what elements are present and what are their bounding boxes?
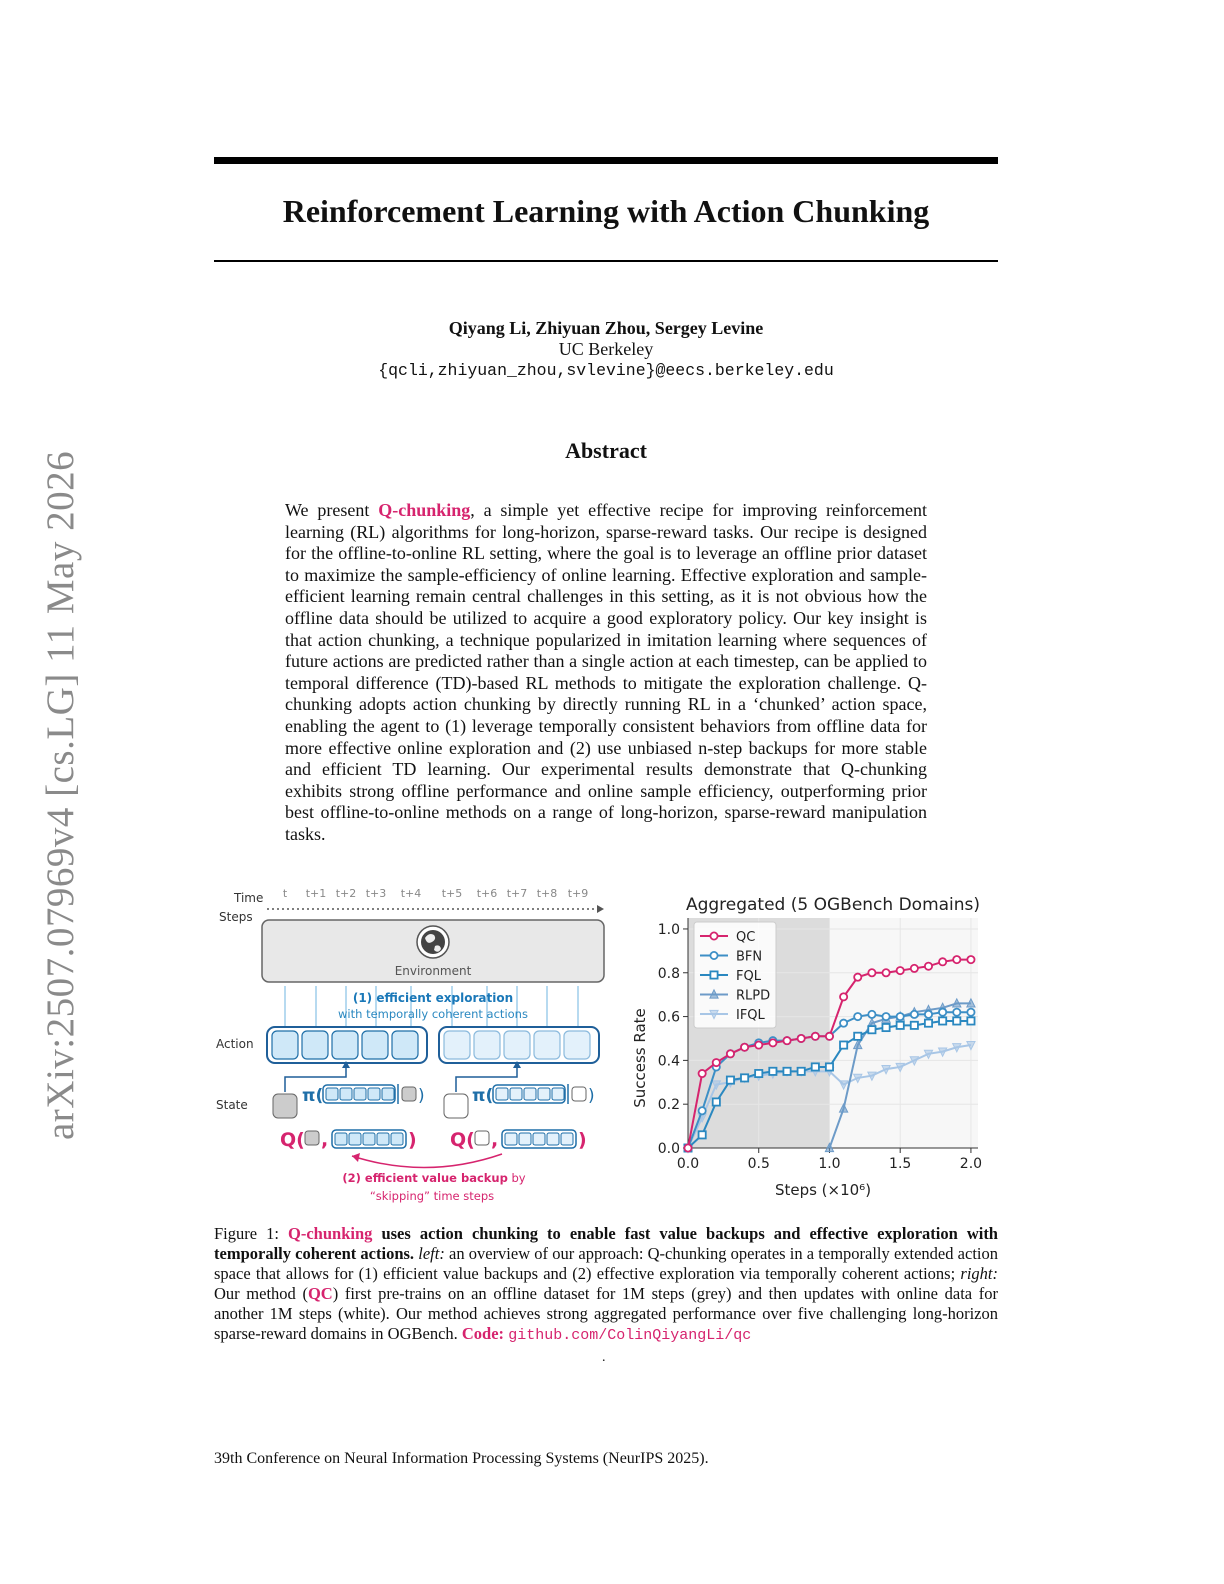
caption-code-label: Code:: [461, 1324, 505, 1343]
y-tick-label: 1.0: [657, 921, 680, 938]
data-point-qc: [897, 967, 904, 974]
globe-icon: [417, 926, 449, 958]
svg-text:): ): [588, 1086, 595, 1106]
conference-footer: 39th Conference on Neural Information Processing Systems (NeurIPS 2025).: [214, 1450, 709, 1467]
affiliation: UC Berkeley: [558, 339, 654, 359]
paper-title: Reinforcement Learning with Action Chunking: [282, 193, 930, 229]
data-point-qc: [953, 956, 960, 963]
author-block: [214, 318, 998, 381]
caption-method-name: Q-chunking: [288, 1224, 373, 1243]
data-point-qc: [769, 1039, 776, 1046]
legend-label: FQL: [736, 969, 761, 984]
state-box-1: [273, 1094, 297, 1118]
exploration-title: (1) efficient exploration: [352, 991, 514, 1005]
value-backup-subtitle: “skipping” time steps: [369, 1189, 495, 1203]
data-point-qc: [967, 956, 974, 963]
time-tick: t+5: [441, 887, 463, 900]
success-rate-chart: [628, 888, 998, 1208]
legend-label: IFQL: [736, 1008, 765, 1023]
caption-right-tag: right:: [955, 1264, 998, 1283]
data-point-qc: [713, 1059, 720, 1066]
trailing-dot: .: [602, 1350, 606, 1365]
abstract-method-name: Q-chunking: [378, 500, 471, 520]
action-label: Action: [216, 1037, 254, 1051]
code-link[interactable]: github.com/ColinQiyangLi/qc: [508, 1327, 752, 1344]
data-point-qc: [727, 1050, 734, 1057]
environment-label: Environment: [394, 964, 472, 978]
time-ticks: [283, 887, 588, 900]
data-point-fql: [939, 1017, 946, 1024]
arxiv-identifier: arXiv:2507.07969v4 [cs.LG] 11 May 2026: [39, 450, 82, 1140]
y-tick-label: 0.6: [657, 1009, 680, 1026]
data-point-bfn: [882, 1013, 889, 1020]
x-tick-label: 0.0: [676, 1156, 700, 1172]
abstract-heading: Abstract: [565, 438, 647, 463]
abstract-body: , a simple yet effective recipe for improving reinforcement learning (RL) algorithms for long-horizon, sparse-reward tasks. Our recipe is designed for the offline-to-online RL setting, where the goal is to leverage an offline prior dataset to maximize the sample-efficiency of online learning. Effective exploration and sample-efficient learning remain central challenges in this setting, as it is not obvious how the offline data should be utilized to acquire a good exploratory policy. Our key insight is that action chunking, a technique popularized in imitation learning where sequences of future actions are predicted rather than a single action at each timestep, can be applied to temporal difference (TD)-based RL methods to mitigate the exploration challenge. Q-chunking adopts action chunking by directly running RL in a ‘chunked’ action space, enabling the agent to (1) leverage temporally consistent behaviors from offline data for more effective online exploration and (2) use unbiased n-step backups for more stable and efficient TD learning. Our experimental results demonstrate that Q-chunking exhibits strong offline performance and online sample efficiency, outperforming prior best offline-to-online methods on a range of long-horizon, sparse-reward manipulation tasks.: [285, 500, 927, 844]
data-point-fql: [882, 1024, 889, 1031]
value-backup-arrow: [352, 1154, 502, 1168]
author-names: Qiyang Li, Zhiyuan Zhou, Sergey Levine: [448, 318, 764, 338]
data-point-fql: [826, 1063, 833, 1070]
method-overview-diagram: [212, 880, 622, 1210]
policy-symbol-1: π(: [302, 1086, 324, 1106]
time-tick: t+9: [567, 887, 589, 900]
q-function-1: Q(: [280, 1129, 305, 1151]
value-backup-title: (2) efficient value backup by: [342, 1171, 526, 1185]
action-chunk-1-cells: [272, 1031, 418, 1059]
data-point-fql: [868, 1026, 875, 1033]
x-tick-label: 1.0: [818, 1156, 841, 1172]
data-point-qc: [939, 958, 946, 965]
data-point-bfn: [840, 1020, 847, 1027]
time-tick: t+1: [305, 887, 327, 900]
svg-text:): ): [408, 1129, 417, 1151]
abstract-intro: We present: [285, 500, 379, 520]
time-tick: t+8: [536, 887, 558, 900]
data-point-bfn: [939, 1009, 946, 1016]
caption-qc: QC: [307, 1284, 333, 1303]
data-point-bfn: [925, 1011, 932, 1018]
data-point-bfn: [911, 1011, 918, 1018]
legend-label: RLPD: [736, 988, 771, 1004]
data-point-fql: [713, 1098, 720, 1105]
time-tick: t+6: [476, 887, 498, 900]
data-point-qc: [925, 963, 932, 970]
data-point-qc: [741, 1044, 748, 1051]
data-point-bfn: [699, 1107, 706, 1114]
data-point-bfn: [897, 1013, 904, 1020]
caption-right-text-2: ) first pre-trains on an offline dataset for 1M steps (grey) and then updates with online data for another 1M steps (white). Our method achieves strong aggregated performance over five challenging long-horizon sparse-reward domains in OGBench.: [214, 1284, 998, 1343]
data-point-fql: [783, 1068, 790, 1075]
data-point-fql: [967, 1017, 974, 1024]
data-point-qc: [882, 969, 889, 976]
data-point-fql: [840, 1041, 847, 1048]
x-axis-label: Steps (×10⁶): [774, 1181, 872, 1199]
caption-right-text: Our method (: [214, 1284, 308, 1303]
time-tick: t+4: [400, 887, 422, 900]
caption-label: Figure 1:: [214, 1224, 289, 1243]
data-point-fql: [769, 1068, 776, 1075]
caption-bold-statement: uses action chunking to enable fast value backups and effective exploration with temporally coherent actions.: [214, 1224, 998, 1263]
exploration-subtitle: with temporally coherent actions: [338, 1007, 528, 1021]
data-point-fql: [798, 1068, 805, 1075]
data-point-fql: [741, 1074, 748, 1081]
state-label: State: [216, 1098, 248, 1112]
caption-left-text: an overview of our approach: Q-chunking operates in a temporally extended action space that allows for (1) efficient value backups and (2) effective exploration via temporally coherent actions;: [214, 1244, 998, 1283]
data-point-qc: [840, 993, 847, 1000]
title-rule-bottom: [214, 260, 998, 262]
data-point-fql: [812, 1063, 819, 1070]
time-label: Time: [234, 891, 264, 905]
abstract-text: [285, 500, 927, 846]
legend-marker: [710, 952, 717, 959]
y-axis-label: Success Rate: [631, 1008, 649, 1108]
data-point-qc: [783, 1037, 790, 1044]
y-tick-label: 0.8: [657, 965, 680, 982]
data-point-qc: [755, 1041, 762, 1048]
data-point-fql: [911, 1022, 918, 1029]
data-point-fql: [699, 1131, 706, 1138]
data-point-qc: [812, 1033, 819, 1040]
svg-text:): ): [578, 1129, 587, 1151]
data-point-qc: [868, 969, 875, 976]
data-point-qc: [798, 1035, 805, 1042]
data-point-bfn: [854, 1013, 861, 1020]
title-rule-top: [214, 157, 998, 164]
author-email: {qcli,zhiyuan_zhou,svlevine}@eecs.berkeley.edu: [378, 361, 834, 380]
time-tick: t+7: [506, 887, 528, 900]
y-tick-label: 0.0: [657, 1141, 680, 1157]
time-arrowhead: [597, 905, 604, 913]
data-point-fql: [897, 1022, 904, 1029]
time-tick: t: [282, 887, 288, 900]
x-tick-label: 2.0: [959, 1156, 983, 1172]
svg-text:,: ,: [321, 1129, 329, 1151]
figure-caption: [214, 1224, 998, 1346]
action-chunk-2-cells: [444, 1031, 590, 1059]
chart-title: Aggregated (5 OGBench Domains): [685, 895, 981, 915]
time-tick: t+2: [335, 887, 357, 900]
data-point-qc: [684, 1144, 691, 1151]
svg-text:,: ,: [491, 1129, 499, 1151]
policy-symbol-2: π(: [472, 1086, 494, 1106]
x-tick-label: 0.5: [747, 1156, 770, 1172]
data-point-qc: [826, 1033, 833, 1040]
data-point-bfn: [868, 1011, 875, 1018]
data-point-fql: [755, 1070, 762, 1077]
q-function-2: Q(: [450, 1129, 475, 1151]
data-point-fql: [727, 1076, 734, 1083]
data-point-fql: [953, 1017, 960, 1024]
time-tick: t+3: [365, 887, 387, 900]
data-point-bfn: [967, 1009, 974, 1016]
legend-label: QC: [736, 930, 756, 945]
state-box-2: [444, 1094, 468, 1118]
steps-label: Steps: [219, 910, 253, 924]
data-point-fql: [854, 1033, 861, 1040]
svg-text:): ): [418, 1086, 425, 1106]
legend-marker: [710, 932, 717, 939]
data-point-qc: [854, 974, 861, 981]
x-tick-label: 1.5: [889, 1156, 912, 1172]
legend-marker: [710, 971, 717, 978]
y-tick-label: 0.2: [657, 1097, 680, 1114]
data-point-qc: [911, 965, 918, 972]
caption-left-tag: left:: [414, 1244, 445, 1263]
data-point-bfn: [953, 1009, 960, 1016]
y-tick-label: 0.4: [657, 1053, 680, 1070]
data-point-qc: [699, 1070, 706, 1077]
legend-label: BFN: [736, 949, 763, 965]
data-point-fql: [925, 1020, 932, 1027]
